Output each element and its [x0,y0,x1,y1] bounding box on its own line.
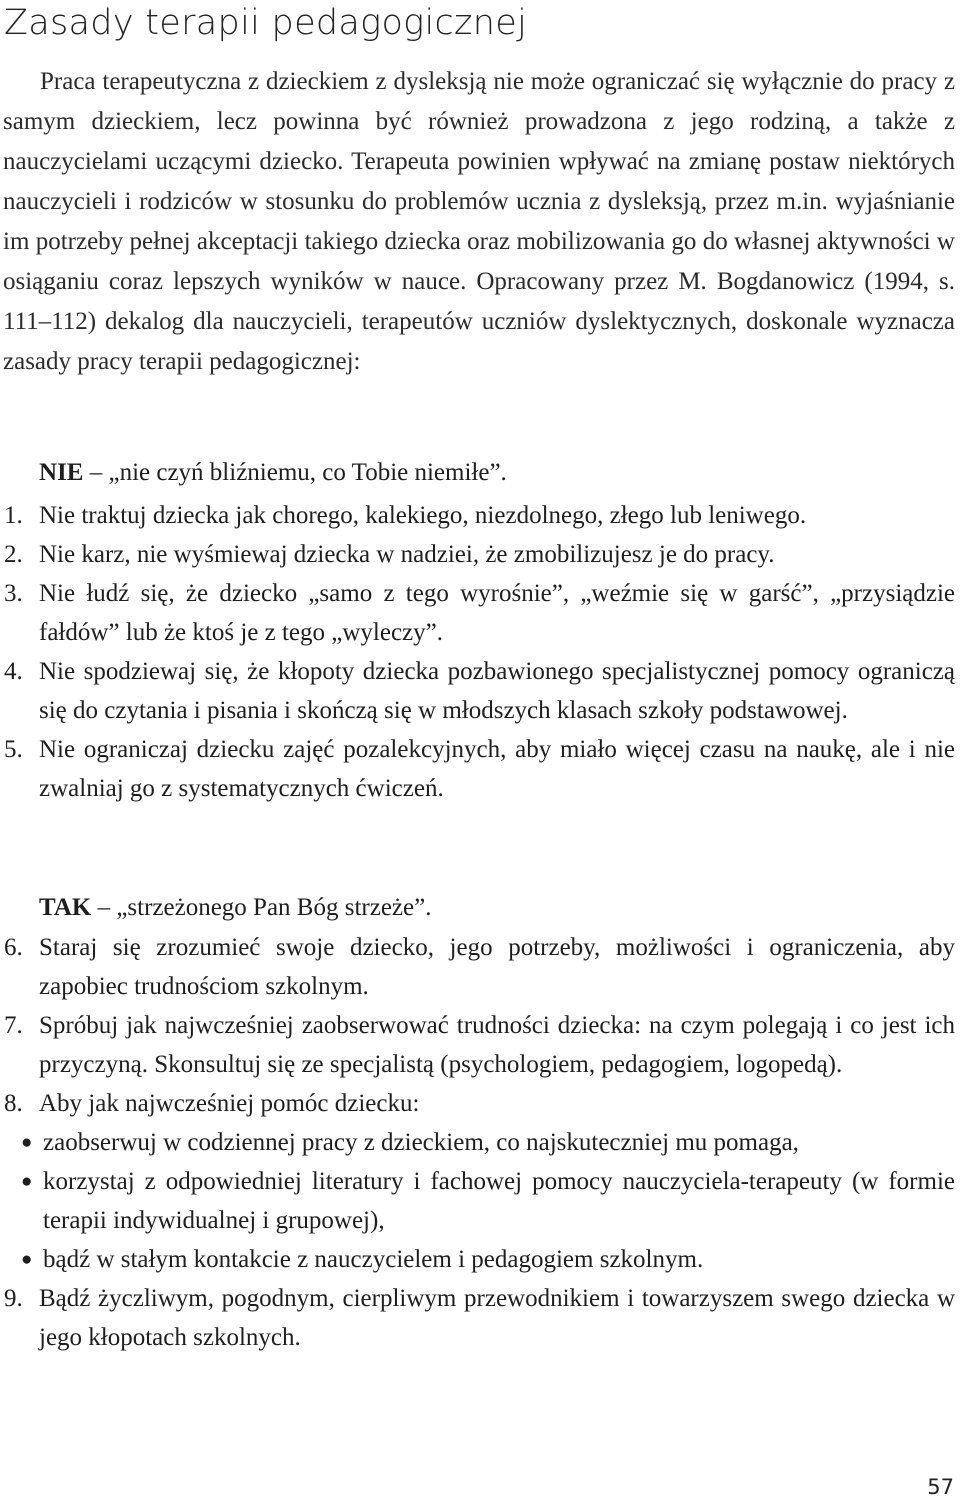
rule-number: 2. [4,541,23,568]
page-title: Zasady terapii pedagogicznej [4,3,528,43]
rule-9 [0,1279,955,1357]
rule-text: Nie ograniczaj dziecku zajęć pozalekcyjnych, aby miało więcej czasu na naukę, ale i nie zwalniaj go z systematycznych ćwiczeń. [39,736,955,802]
rule-number: 6. [4,934,23,961]
rule-2 [0,535,955,574]
rule-number: 5. [4,736,23,763]
bullet-item [21,1123,955,1162]
rule-1 [0,496,955,535]
tak-rules-list [0,928,955,1357]
rule-number: 9. [4,1285,23,1312]
rule-number: 8. [4,1090,23,1117]
nie-motto: – „nie czyń bliźniemu, co Tobie niemiłe”. [83,459,507,486]
nie-header [39,453,507,493]
page-number: 57 [927,1475,954,1499]
rule-number: 7. [4,1012,23,1039]
rule-4 [0,652,955,730]
rule-5 [0,730,955,808]
rule-number: 3. [4,580,23,607]
bullet-item [21,1162,955,1240]
bullet-text: korzystaj z odpowiedniej literatury i fachowej pomocy nauczyciela-terapeuty (w formie terapii indywidualnej i grupowej), [43,1168,955,1234]
bullet-item [21,1240,955,1279]
nie-rules-list [0,496,955,808]
rule-7 [0,1006,955,1084]
tak-motto: – „strzeżonego Pan Bóg strzeże”. [91,894,432,921]
tak-header [39,888,431,928]
rule-text: Spróbuj jak najwcześniej zaobserwować trudności dziecka: na czym polegają i co jest ich przyczyną. Skonsultuj się ze specjalistą (psychologiem, pedagogiem, logopedą). [39,1012,955,1078]
rule-8-bullets [21,1123,955,1279]
bullet-icon: ● [21,1249,33,1270]
rule-text: Staraj się zrozumieć swoje dziecko, jego potrzeby, możliwości i ograniczenia, aby zapobiec trudnościom szkolnym. [39,934,955,1000]
tak-keyword: TAK [39,894,92,921]
nie-keyword: NIE [39,459,84,486]
rule-number: 1. [4,502,23,529]
bullet-icon: ● [21,1171,33,1192]
rule-6 [0,928,955,1006]
rule-3 [0,574,955,652]
rule-number: 4. [4,658,23,685]
rule-text: Nie karz, nie wyśmiewaj dziecka w nadziei, że zmobilizujesz je do pracy. [39,541,775,568]
rule-8 [0,1084,955,1279]
rule-text: Nie traktuj dziecka jak chorego, kalekiego, niezdolnego, złego lub leniwego. [39,502,807,529]
rule-text: Nie spodziewaj się, że kłopoty dziecka pozbawionego specjalistycznej pomocy ograniczą się do czytania i pisania i skończą się w młodszych klasach szkoły podstawowej. [39,658,955,724]
bullet-text: zaobserwuj w codziennej pracy z dzieckiem, co najskuteczniej mu pomaga, [43,1129,799,1156]
rule-text: Aby jak najwcześniej pomóc dziecku: [39,1090,420,1117]
bullet-text: bądź w stałym kontakcie z nauczycielem i pedagogiem szkolnym. [43,1246,704,1273]
rule-text: Bądź życzliwym, pogodnym, cierpliwym przewodnikiem i towarzyszem swego dziecka w jego kłopotach szkolnych. [39,1285,955,1351]
bullet-icon: ● [21,1132,33,1153]
intro-paragraph: Praca terapeutyczna z dzieckiem z dysleksją nie może ograniczać się wyłącznie do pracy z samym dzieckiem, lecz powinna być również prowadzona z jego rodziną, a także z nauczycielami uczącymi dziecko. Terapeuta powinien wpływać na zmianę postaw niektórych nauczycieli i rodziców w stosunku do problemów ucznia z dysleksją, przez m.in. wyjaśnianie im potrzeby pełnej akceptacji takiego dziecka oraz mobilizowania go do własnej aktywności w osiąganiu coraz lepszych wyników w nauce. Opracowany przez M. Bogdanowicz (1994, s. 111–112) dekalog dla nauczycieli, terapeutów uczniów dyslektycznych, doskonale wyznacza zasady pracy terapii pedagogicznej: [3,68,955,375]
rule-text: Nie łudź się, że dziecko „samo z tego wyrośnie”, „weźmie się w garść”, „przysiądzie fałdów” lub że ktoś je z tego „wyleczy”. [39,580,955,646]
